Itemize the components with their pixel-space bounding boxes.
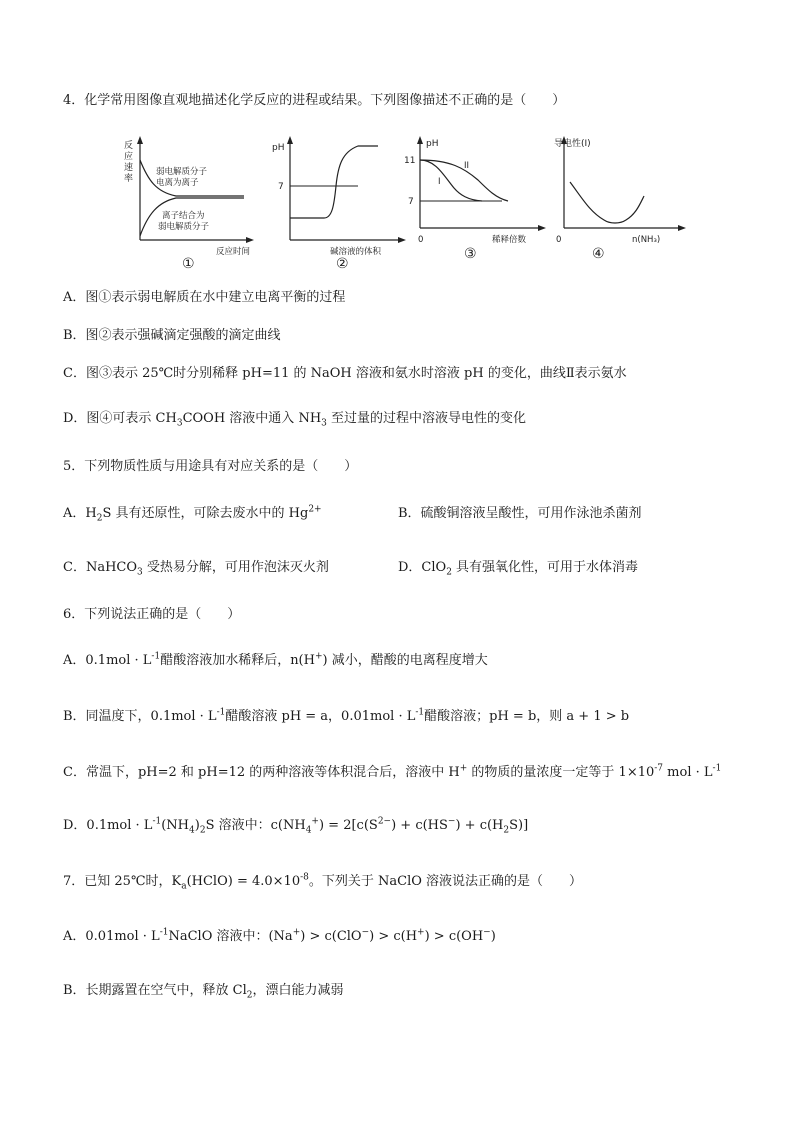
q5-stem: 5．下列物质性质与用途具有对应关系的是（ ） xyxy=(63,459,358,474)
f1-upper-label-1: 弱电解质分子 xyxy=(156,167,208,177)
f3-tick-11: 11 xyxy=(404,156,416,166)
f3-origin: 0 xyxy=(418,235,424,245)
figure-3 xyxy=(398,132,548,272)
f2-xlabel: 碱溶液的体积 xyxy=(330,247,382,257)
q5-option-d: D．ClO$_2$ 具有强氧化性，可用于水体消毒 xyxy=(398,560,639,578)
figure-1 xyxy=(118,132,258,272)
f4-ylabel: 导电性(I) xyxy=(554,139,591,149)
f4-xlabel: n(NH₃) xyxy=(632,235,661,245)
f3-curve-I xyxy=(420,160,482,201)
f1-lower-label-1: 离子结合为 xyxy=(162,211,205,221)
f2-caption: ② xyxy=(336,256,349,272)
q4-option-b: B．图②表示强碱滴定强酸的滴定曲线 xyxy=(63,328,281,343)
f4-caption: ④ xyxy=(592,246,605,262)
q6-option-c: C．常温下，pH=2 和 pH=12 的两种溶液等体积混合后，溶液中 H+ 的物质的量浓度一定等于 $1\times 10^{-7}$ mol · $L^{-1}$ xyxy=(63,763,722,780)
f4-origin: 0 xyxy=(556,235,562,245)
figure-2 xyxy=(268,132,408,272)
q4-option-c: C．图③表示 25℃时分别稀释 pH=11 的 NaOH 溶液和氨水时溶液 pH 的变化，曲线Ⅱ表示氨水 xyxy=(63,366,627,381)
f2-titration-curve xyxy=(290,146,378,218)
q4-stem: 4．化学常用图像直观地描述化学反应的进程或结果。下列图像描述不正确的是（ ） xyxy=(63,93,566,108)
f1-ylabel-4: 率 xyxy=(124,174,134,184)
f1-ylabel-3: 速 xyxy=(124,163,134,173)
q6-option-b: B．同温度下，$0.1mol \cdot L^{-1}$醋酸溶液 pH = a，$0.01mol \cdot L^{-1}$醋酸溶液；pH = b，则 a + 1 > b xyxy=(63,707,630,724)
f1-caption: ① xyxy=(182,256,195,272)
f1-xlabel: 反应时间 xyxy=(216,247,251,257)
q4-option-a: A．图①表示弱电解质在水中建立电离平衡的过程 xyxy=(63,290,346,305)
f1-lower-label-2: 弱电解质分子 xyxy=(158,222,210,232)
q4-option-d: D．图④可表示 $CH_3COOH$ 溶液中通入 $NH_3$ 至过量的过程中溶液导电性的变化 xyxy=(63,411,527,429)
f4-conductivity-curve xyxy=(570,182,644,223)
f3-ylabel: pH xyxy=(426,139,439,149)
f3-caption: ③ xyxy=(464,246,477,262)
f3-curve-II-label: II xyxy=(464,161,470,171)
figure-4 xyxy=(542,132,702,272)
q7-option-a: A．$0.01mol \cdot L^{-1}NaClO$ 溶液中：(Na+) > c(ClO−) > c(H+) > c(OH−) xyxy=(63,927,496,944)
q6-option-a: A．$0.1mol \cdot L^{-1}$醋酸溶液加水稀释后，n(H+) 减小，醋酸的电离程度增大 xyxy=(63,651,488,668)
f1-ylabel-1: 反 xyxy=(124,141,134,151)
q6-stem: 6．下列说法正确的是（ ） xyxy=(63,607,241,622)
f3-curve-I-label: I xyxy=(438,177,441,187)
q6-option-d: D．$0.1mol \cdot L^{-1}(NH_4)_2S$ 溶液中：$c(NH_4^+) = 2[c(S^{2-}) + c(HS^-) + c(H_2S)]$ xyxy=(63,816,529,836)
f3-xlabel: 稀释倍数 xyxy=(492,235,527,245)
q5-option-c: C．NaHCO$_3$ 受热易分解，可用作泡沫灭火剂 xyxy=(63,560,329,578)
q7-option-b: B．长期露置在空气中，释放 $Cl_2$，漂白能力减弱 xyxy=(63,983,344,1001)
f1-upper-label-2: 电离为离子 xyxy=(156,178,199,188)
q7-stem: 7．已知 25℃时，$K_a(HClO) = 4.0\times 10^{-8}$。下列关于 NaClO 溶液说法正确的是（ ） xyxy=(63,872,583,892)
f2-ylabel: pH xyxy=(272,143,285,153)
f2-tick-7: 7 xyxy=(278,182,284,192)
q5-option-b: B．硫酸铜溶液呈酸性，可用作泳池杀菌剂 xyxy=(398,506,642,521)
q5-option-a: A．$H_2S$ 具有还原性，可除去废水中的 $Hg^{2+}$ xyxy=(63,504,322,524)
f1-ylabel-2: 应 xyxy=(124,152,134,162)
f3-tick-7: 7 xyxy=(408,197,414,207)
